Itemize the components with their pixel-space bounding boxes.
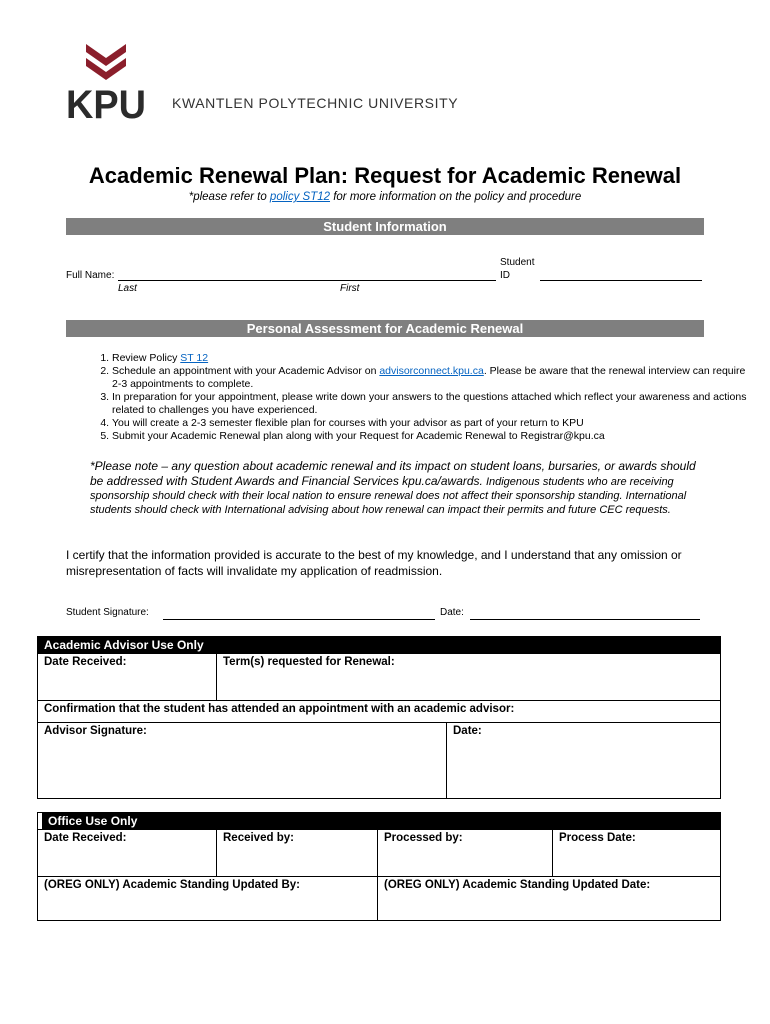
certification-statement: I certify that the information provided is accurate to the best of my knowledge, and I understand that any omission or misrepresentation of facts will invalidate my application of readmission. [66,548,682,578]
personal-assessment-heading: Personal Assessment for Academic Renewal [66,320,704,337]
signature-date-field[interactable] [470,619,700,620]
advisor-date-received-cell[interactable] [38,654,217,701]
advisor-table [37,653,721,723]
page-title: Academic Renewal Plan: Request for Academic Renewal [88,163,682,188]
subtitle-post: for more information on the policy and procedure [330,191,582,203]
office-table [37,829,721,921]
advisor-use-box [37,636,721,654]
advisor-date-label: Date: [453,725,482,737]
office-box-heading: Office Use Only [42,813,720,829]
standing-updated-date-cell[interactable] [378,877,721,921]
process-date-cell[interactable] [553,830,721,877]
terms-requested-label: Term(s) requested for Renewal: [223,656,395,668]
processed-by-label: Processed by: [384,832,463,844]
policy-st12-link[interactable]: policy ST12 [269,191,331,203]
subtitle [0,191,770,203]
advisor-date-received-label: Date Received: [44,656,127,668]
student-signature-label: Student Signature: [66,607,149,618]
student-signature-field[interactable] [163,619,435,620]
last-name-caption: Last [118,283,137,294]
received-by-label: Received by: [223,832,294,844]
process-date-label: Process Date: [559,832,636,844]
advisorconnect-link[interactable]: advisorconnect.kpu.ca [379,365,484,377]
advisor-signature-label: Advisor Signature: [44,725,147,737]
confirmation-cell [38,701,721,723]
student-id-field[interactable] [540,280,702,281]
standing-updated-by-cell[interactable] [38,877,378,921]
kpu-logo [66,44,146,120]
office-use-box [37,812,721,829]
step-4: 4. You will create a 2-3 semester flexible plan for courses with your advisor as part of your return to KPU [112,417,748,430]
received-by-cell[interactable] [217,830,378,877]
note-paragraph: *Please note – any question about academic renewal and its impact on student loans, bursaries, or awards should be addressed with Student Awards and Financial Services kpu.ca/awards. Indigenous students who are receiving sponsorship should check with their local nation to ensure renewal does not affect their sponsorship standing. International students should check with International advising about how renewal can impact their permits and future CEC requests. [90,459,696,516]
university-name: KWANTLEN POLYTECHNIC UNIVERSITY [172,95,459,111]
advisor-box-heading: Academic Advisor Use Only [38,637,720,653]
full-name-field[interactable] [118,280,496,281]
full-name-label: Full Name: [66,270,115,281]
student-id-label-line1: Student [500,257,535,268]
advisor-signature-cell[interactable] [38,723,447,799]
step-2: 2. Schedule an appointment with your Academic Advisor on advisorconnect.kpu.ca. Please be aware that the renewal interview can require 2-3 appointments to complete. [112,365,748,391]
terms-requested-cell[interactable] [217,654,721,701]
logo-wordmark: KPU [66,83,146,120]
office-date-received-cell[interactable] [38,830,217,877]
student-id-label-line2: ID [500,270,510,281]
student-information-heading: Student Information [66,218,704,235]
step-3: 3. In preparation for your appointment, please write down your answers to the questions attached which reflect your awareness and actions related to challenges you have experienced. [112,391,748,417]
step-1: 1. Review Policy ST 12 [112,352,748,365]
policy-st-12-link[interactable]: ST 12 [180,352,209,364]
first-name-caption: First [340,283,360,294]
processed-by-cell[interactable] [378,830,553,877]
office-date-received-label: Date Received: [44,832,127,844]
standing-updated-date-label: (OREG ONLY) Academic Standing Updated Date: [384,879,651,891]
assessment-steps [66,352,748,443]
standing-updated-by-label: (OREG ONLY) Academic Standing Updated By: [44,879,301,891]
advisor-signature-table [37,722,721,799]
advisor-date-cell[interactable] [447,723,721,799]
signature-date-label: Date: [440,607,464,618]
confirmation-label: Confirmation that the student has attended an appointment with an academic advisor: [44,703,515,715]
step-5: 5. Submit your Academic Renewal plan along with your Request for Academic Renewal to Registrar@kpu.ca [112,430,748,443]
subtitle-pre: *please refer to [188,191,270,203]
